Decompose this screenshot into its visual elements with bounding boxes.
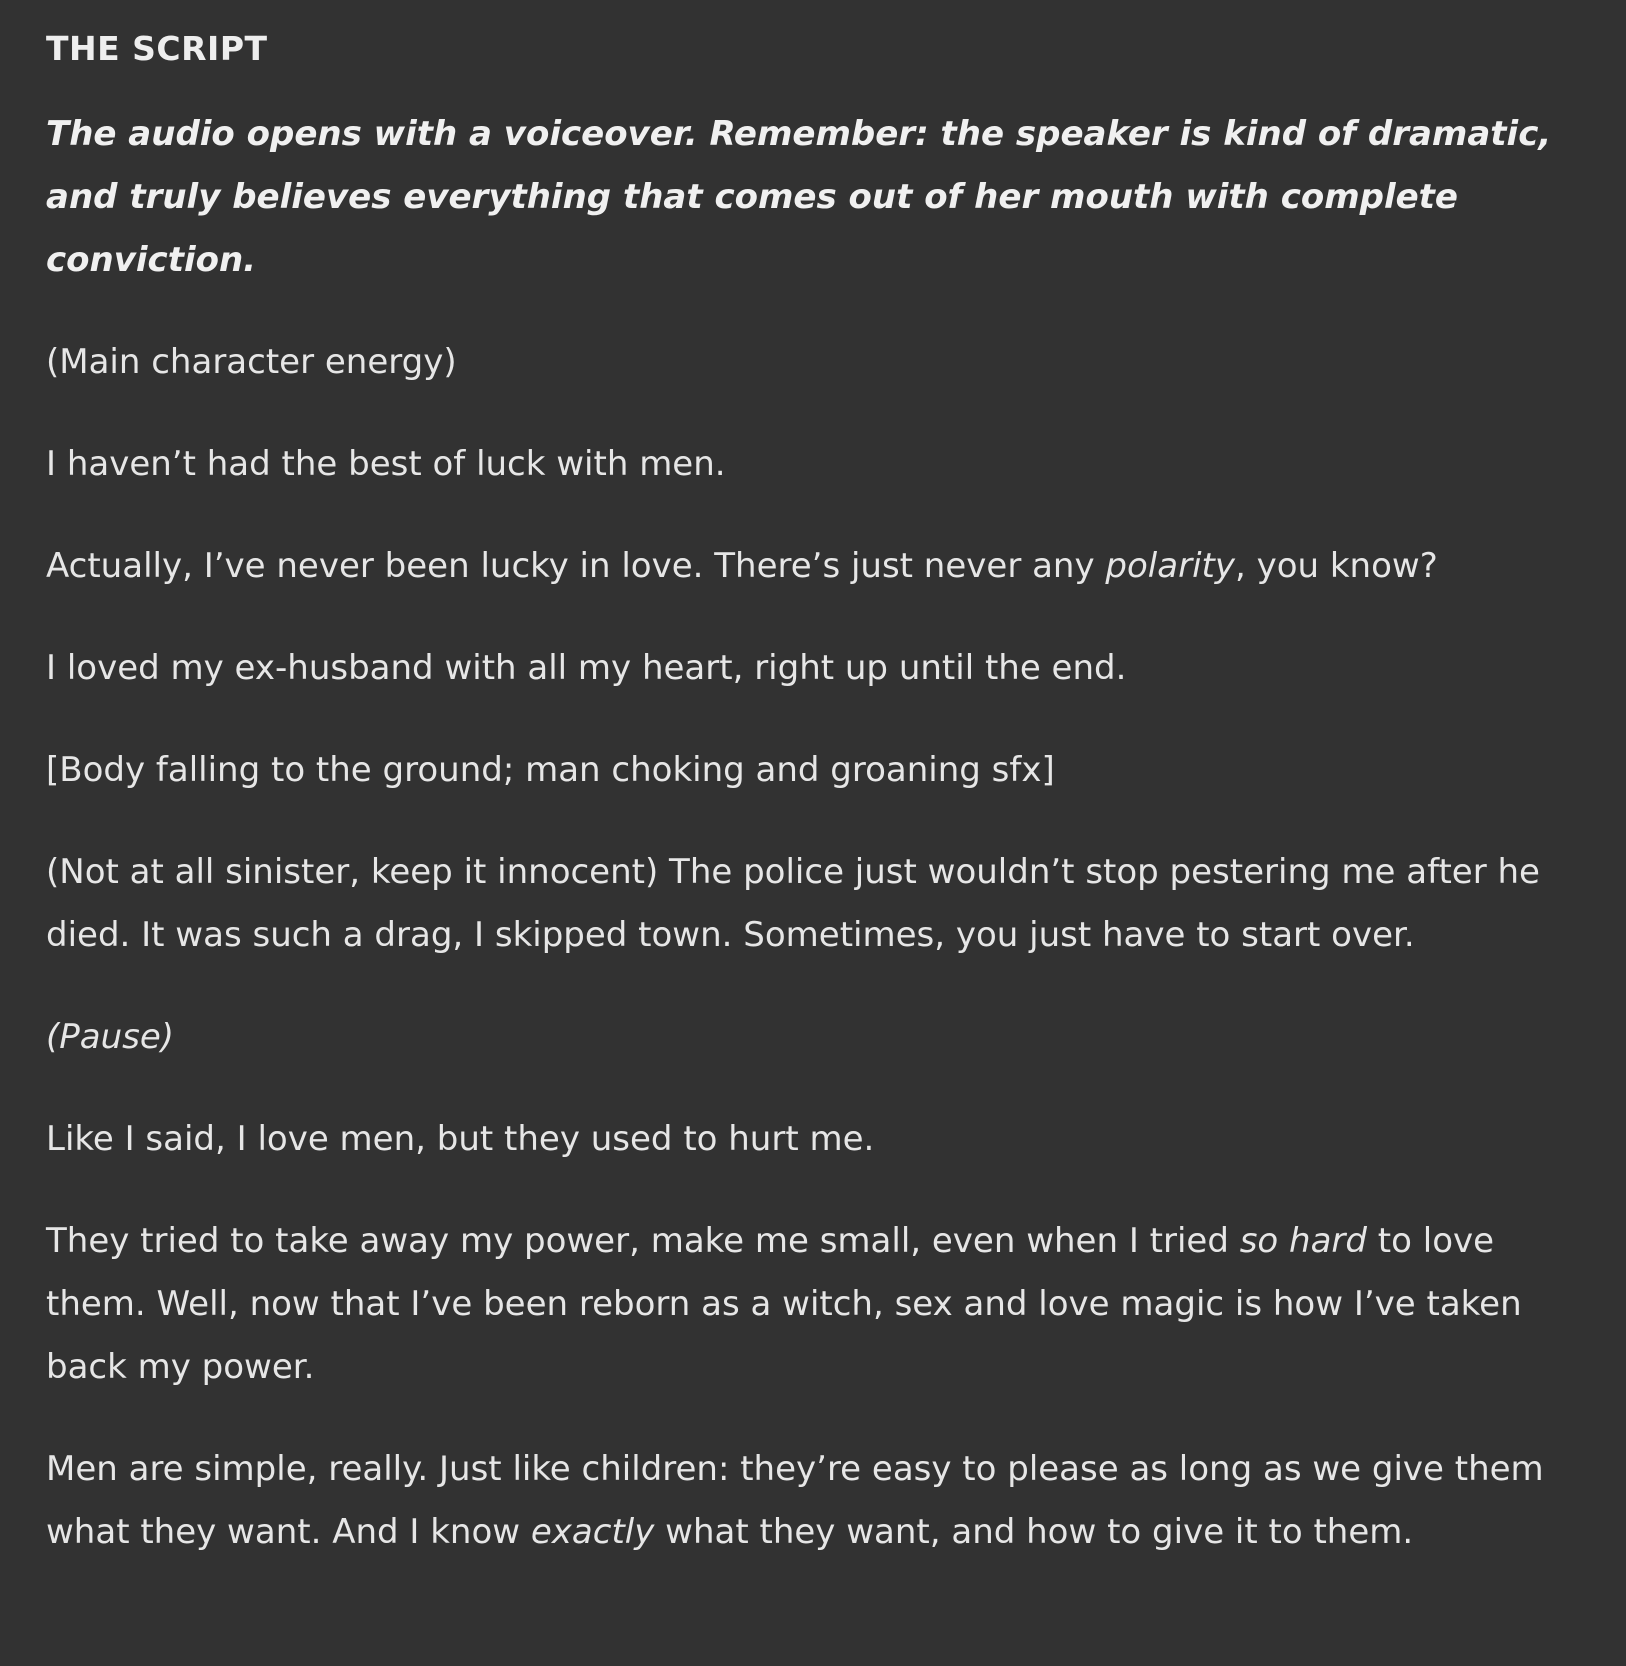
script-line-police: (Not at all sinister, keep it innocent) The police just wouldn’t stop pestering me after he died. It was such a drag, I skipped town. Sometimes, you just have to start over. [46, 851, 1540, 955]
text-segment: Actually, I’ve never been lucky in love. There’s just never any [46, 545, 1106, 586]
text-segment: They tried to take away my power, make me small, even when I tried [46, 1220, 1240, 1261]
page-title: THE SCRIPT [46, 29, 268, 68]
text-segment: Men are simple, really. Just like children: they’re easy to please as long as we give them what they want. And I know [46, 1448, 1544, 1552]
emphasis-exactly: exactly [530, 1511, 655, 1552]
stage-direction-main-character: (Main character energy) [46, 341, 457, 382]
script-line-luck: I haven’t had the best of luck with men. [46, 443, 726, 484]
script-line-polarity [46, 535, 1576, 598]
sound-effect-note: [Body falling to the ground; man choking and groaning sfx] [46, 749, 1055, 790]
script-line-love-men: Like I said, I love men, but they used to hurt me. [46, 1118, 875, 1159]
script-line-ex-husband: I loved my ex-husband with all my heart, right up until the end. [46, 647, 1127, 688]
text-segment: to love them. Well, now that I’ve been reborn as a witch, sex and love magic is how I’ve taken back my power. [46, 1220, 1522, 1387]
emphasis-polarity: polarity [1105, 545, 1235, 586]
stage-direction-pause: (Pause) [46, 1016, 175, 1057]
text-segment: what they want, and how to give it to them. [654, 1511, 1414, 1552]
intro-paragraph: The audio opens with a voiceover. Remember: the speaker is kind of dramatic, and truly believes everything that comes out of her mouth with complete conviction. [46, 113, 1552, 280]
text-segment: , you know? [1234, 545, 1438, 586]
emphasis-so-hard: so hard [1239, 1220, 1367, 1261]
script-line-power [46, 1210, 1576, 1399]
script-line-men-simple [46, 1438, 1576, 1564]
